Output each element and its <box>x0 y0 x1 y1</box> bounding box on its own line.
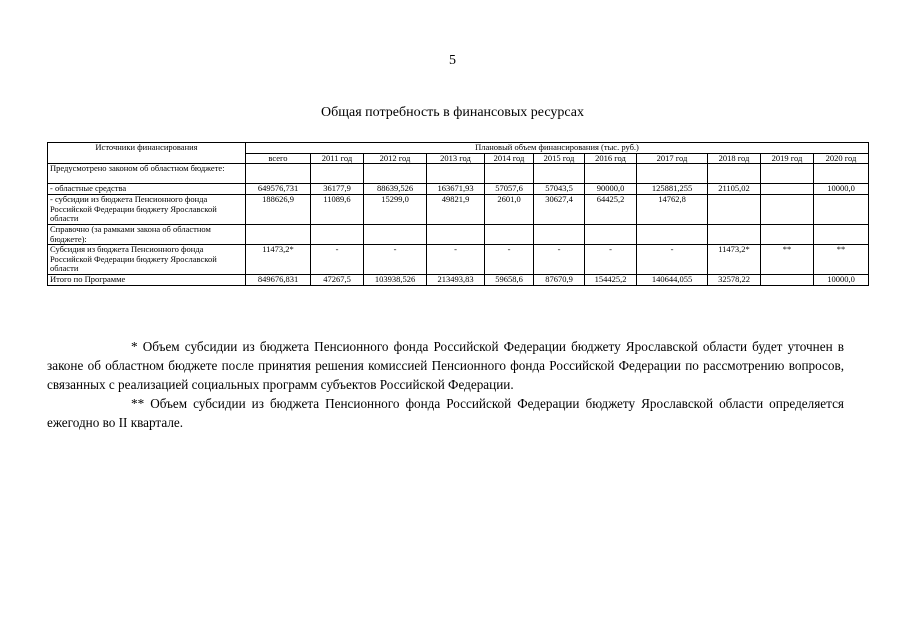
table-cell <box>814 225 869 245</box>
table-cell <box>534 164 585 184</box>
table-cell <box>761 195 814 225</box>
column-header: всего <box>246 153 311 164</box>
table-cell <box>246 164 311 184</box>
table-cell: 849676,831 <box>246 275 311 286</box>
table-cell <box>814 195 869 225</box>
page-number: 5 <box>449 53 456 68</box>
table-row <box>48 225 869 245</box>
row-label: - субсидии из бюджета Пенсионного фонда Российской Федерации бюджету Ярославской области <box>48 195 246 225</box>
table-row <box>48 245 869 275</box>
table-cell: 163671,93 <box>427 184 485 195</box>
table-cell: 14762,8 <box>637 195 708 225</box>
table-cell: 11089,6 <box>311 195 364 225</box>
table-cell <box>761 164 814 184</box>
row-label: Справочно (за рамками закона об областном бюджете): <box>48 225 246 245</box>
table-cell <box>761 225 814 245</box>
column-header: 2016 год <box>585 153 637 164</box>
table-cell <box>708 164 761 184</box>
table-cell: 125881,255 <box>637 184 708 195</box>
table-cell: 36177,9 <box>311 184 364 195</box>
table-cell: 188626,9 <box>246 195 311 225</box>
column-header: 2018 год <box>708 153 761 164</box>
row-label: Предусмотрено законом об областном бюджете: <box>48 164 246 184</box>
table-cell <box>485 164 534 184</box>
row-label: - областные средства <box>48 184 246 195</box>
table-cell: 59658,6 <box>485 275 534 286</box>
table-cell <box>708 195 761 225</box>
table-cell: 88639,526 <box>364 184 427 195</box>
table-cell: 2601,0 <box>485 195 534 225</box>
table-cell: 49821,9 <box>427 195 485 225</box>
column-header: 2014 год <box>485 153 534 164</box>
table-cell <box>585 164 637 184</box>
column-header: 2013 год <box>427 153 485 164</box>
column-header: 2017 год <box>637 153 708 164</box>
table-cell: 10000,0 <box>814 275 869 286</box>
table-cell <box>637 225 708 245</box>
table-cell <box>534 225 585 245</box>
table-cell: - <box>637 245 708 275</box>
table-row <box>48 184 869 195</box>
table-row <box>48 164 869 184</box>
table-row <box>48 195 869 225</box>
table-cell: 213493,83 <box>427 275 485 286</box>
footnote-2: ** Объем субсидии из бюджета Пенсионного фонда Российской Федерации бюджету Ярославской области определяется ежегодно во II квартале. <box>47 396 844 430</box>
table-cell: 154425,2 <box>585 275 637 286</box>
table-row <box>48 275 869 286</box>
table-cell <box>311 164 364 184</box>
footnotes <box>47 337 844 432</box>
table-cell <box>637 164 708 184</box>
table-cell: 32578,22 <box>708 275 761 286</box>
table-cell: - <box>364 245 427 275</box>
table-cell: 90000,0 <box>585 184 637 195</box>
table-cell: - <box>427 245 485 275</box>
table-cell <box>708 225 761 245</box>
table-cell: 57057,6 <box>485 184 534 195</box>
table-cell: ** <box>814 245 869 275</box>
table-cell <box>364 164 427 184</box>
column-header: 2012 год <box>364 153 427 164</box>
table-cell: 103938,526 <box>364 275 427 286</box>
financing-table <box>47 142 869 286</box>
table-cell: 30627,4 <box>534 195 585 225</box>
table-cell <box>761 275 814 286</box>
table-cell <box>364 225 427 245</box>
table-cell: 10000,0 <box>814 184 869 195</box>
table-cell: 57043,5 <box>534 184 585 195</box>
table-cell <box>761 184 814 195</box>
table-cell: 87670,9 <box>534 275 585 286</box>
table-cell: 11473,2* <box>246 245 311 275</box>
column-header: 2020 год <box>814 153 869 164</box>
table-cell: 21105,02 <box>708 184 761 195</box>
row-label: Итого по Программе <box>48 275 246 286</box>
table-cell: ** <box>761 245 814 275</box>
column-header: 2019 год <box>761 153 814 164</box>
column-header: 2015 год <box>534 153 585 164</box>
table-cell: 649576,731 <box>246 184 311 195</box>
table-cell: 15299,0 <box>364 195 427 225</box>
column-header: 2011 год <box>311 153 364 164</box>
table-cell <box>311 225 364 245</box>
table-header-row <box>48 143 869 154</box>
table-cell <box>814 164 869 184</box>
table-cell <box>427 225 485 245</box>
table-cell: - <box>585 245 637 275</box>
table-cell <box>246 225 311 245</box>
row-label: Субсидия из бюджета Пенсионного фонда Российской Федерации бюджету Ярославской области <box>48 245 246 275</box>
header-plan-volume: Плановый объем финансирования (тыс. руб.) <box>246 143 869 154</box>
table-cell <box>427 164 485 184</box>
header-sources: Источники финансирования <box>48 143 246 164</box>
table-cell: 64425,2 <box>585 195 637 225</box>
table-cell: 47267,5 <box>311 275 364 286</box>
table-cell <box>485 225 534 245</box>
table-cell: - <box>311 245 364 275</box>
document-title: Общая потребность в финансовых ресурсах <box>321 105 584 120</box>
footnote-1: * Объем субсидии из бюджета Пенсионного фонда Российской Федерации бюджету Ярославской области будет уточнен в законе об областном бюджете после принятия решения комиссией Пенсионного фонда Российской Федерации по рассмотрению вопросов, связанных с реализацией социальных программ субъектов Российской Федерации. <box>47 339 844 392</box>
table-cell <box>585 225 637 245</box>
table-cell: 140644,055 <box>637 275 708 286</box>
table-cell: 11473,2* <box>708 245 761 275</box>
table-cell: - <box>534 245 585 275</box>
table-cell: - <box>485 245 534 275</box>
